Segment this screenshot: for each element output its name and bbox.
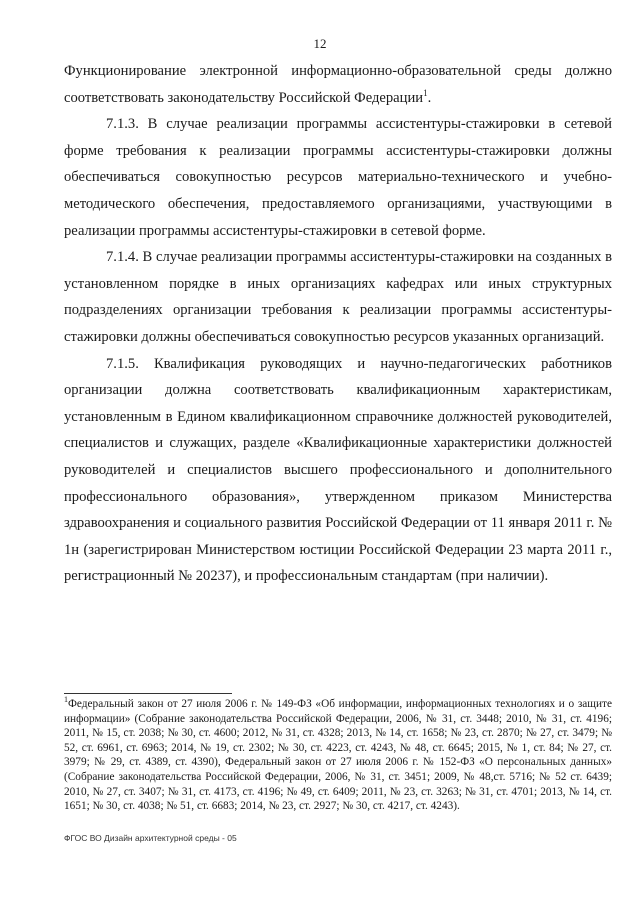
footnote-divider: [64, 693, 232, 694]
footnote-reference: 1: [423, 87, 428, 98]
page-number: 12: [313, 36, 327, 51]
footer-label: ФГОС ВО Дизайн архитектурной среды - 05: [64, 833, 237, 843]
paragraph-ies-compliance: [64, 58, 612, 111]
footnote: [64, 697, 612, 814]
footnote-text: Федеральный закон от 27 июля 2006 г. № 149-ФЗ «Об информации, информационных технологиях и о защите информации» (Собрание законодательства Российской Федерации, 2006, № 31, ст. 3448; 2010, № 31, ст. 4196; 2011, № 15, ст. 2038; № 30, ст. 4600; 2012, № 31, ст. 4328; 2013, № 14, ст. 1658; № 23, ст. 2870; № 27, ст. 3479; № 52, ст. 6961, ст. 6963; 2014, № 19, ст. 2302; № 30, ст. 4223, ст. 4243, № 48, ст. 6645; 2015, № 1, ст. 84; № 27, ст. 3979; № 29, ст. 4389, ст. 4390), Федеральный закон от 27 июля 2006 г. № 152-ФЗ «О персональных данных» (Собрание законодательства Российской Федерации, 2006, № 31, ст. 3451; 2009, № 48,ст. 5716; № 52 ст. 6439; 2010, № 27, ст. 3407; № 31, ст. 4173, ст. 4196; № 49, ст. 6409; 2011, № 23, ст. 3263; № 31, ст. 4701; 2013, № 14, ст. 1651; № 30, ст. 4038; № 51, ст. 6683; 2014, № 23, ст. 2927; № 30, ст. 4217, ст. 4243).: [64, 698, 612, 813]
paragraph-7-1-4: 7.1.4. В случае реализации программы ассистентуры-стажировки на созданных в установленном порядке в иных организациях кафедрах или иных структурных подразделениях организации требования к реализации программы ассистентуры-стажировки должны обеспечиваться совокупностью ресурсов указанных организаций.: [64, 249, 612, 345]
footnote-marker: 1: [64, 695, 68, 705]
document-body: [64, 58, 612, 590]
paragraph-7-1-3: 7.1.3. В случае реализации программы ассистентуры-стажировки в сетевой форме требования к реализации программы ассистентуры-стажировки должны обеспечиваться совокупностью ресурсов материально-технического и учебно-методического обеспечения, предоставляемого организациями, участвующими в реализации программы ассистентуры-стажировки в сетевой форме.: [64, 116, 612, 239]
paragraph-tail: .: [427, 89, 432, 106]
paragraph-7-1-5: 7.1.5. Квалификация руководящих и научно-педагогических работников организации должна соответствовать квалификационным характеристикам, установленным в Едином квалификационном справочнике должностей руководителей, специалистов и служащих, разделе «Квалификационные характеристики должностей руководителей и специалистов высшего профессионального и дополнительного профессионального образования», утвержденном приказом Министерства здравоохранения и социального развития Российской Федерации от 11 января 2011 г. № 1н (зарегистрирован Министерством юстиции Российской Федерации 23 марта 2011 г., регистрационный № 20237), и профессиональным стандартам (при наличии).: [64, 355, 612, 585]
paragraph-text: Функционирование электронной информационно-образовательной среды должно соответствовать законодательству Российской Федерации: [64, 63, 612, 106]
